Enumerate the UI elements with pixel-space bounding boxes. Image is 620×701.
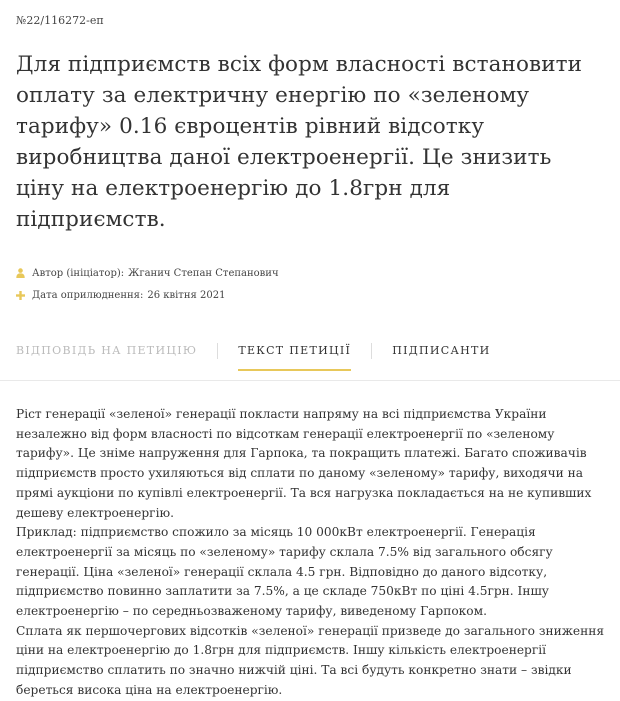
petition-paragraph: Сплата як першочергових відсотків «зеленої» генерації призведе до загального зниження ціни на електроенергію до 1.8грн для підприємств. Іншу кількість електроенергії підприємство сплатить по значно нижчій ціні. Та всі будуть конкретно знати – звідки береться висока ціна на електроенергію. <box>16 623 605 697</box>
tab-divider <box>217 343 218 359</box>
date-row <box>16 288 279 302</box>
tab-answer[interactable]: ВІДПОВІДЬ НА ПЕТИЦІЮ <box>16 344 198 357</box>
petition-title: Для підприємств всіх форм власності встановити оплату за електричну енергію по «зеленому тарифу» 0.16 євроцентів рівний відсотку виробництва даної електроенергії. Це знизить ціну на електроенергію до 1.8грн для підприємств. <box>16 52 583 232</box>
tab-divider <box>371 343 372 359</box>
date-label: Дата оприлюднення: <box>32 289 144 301</box>
petition-number: №22/116272-еп <box>16 14 104 27</box>
petition-tabs <box>16 344 491 371</box>
tab-petition-text[interactable]: ТЕКСТ ПЕТИЦІЇ <box>238 344 351 371</box>
author-value: Жганич Степан Степанович <box>128 267 279 279</box>
plus-icon <box>16 290 25 301</box>
petition-paragraph: Ріст генерації «зеленої» генерації покласти напряму на всі підприємства України незалежно від форм власності по відсоткам генерації електроенергії по «зеленому тарифу». Це зніме напруження для Гарпока, та покращить платежі. Багато споживачів підприємств просто ухиляються від сплати по даному «зеленому» тарифу, виходячи на прямі аукціони по купівлі електроенергії. Та вся нагрузка покладається на не купивших дешеву електроенергію. <box>16 407 592 520</box>
petition-body <box>16 405 611 701</box>
user-icon <box>16 268 25 279</box>
tab-signers[interactable]: ПІДПИСАНТИ <box>392 344 491 357</box>
date-value: 26 квітня 2021 <box>147 289 226 301</box>
author-label: Автор (ініціатор): <box>32 267 125 279</box>
divider <box>0 380 620 381</box>
petition-meta <box>16 266 279 310</box>
author-row <box>16 266 279 280</box>
petition-paragraph: Приклад: підприємство спожило за місяць 10 000кВт електроенергії. Генерація електроенергії за місяць по «зеленому» тарифу склала 7.5% від загального обсягу генерації. Ціна «зеленої» генерації склала 4.5 грн. Відповідно до даного відсотку, підприємство повинно заплатити за 7.5%, а це складе 750кВт по ціні 4.5грн. Іншу електроенергію – по середньозваженому тарифу, виведеному Гарпоком. <box>16 525 553 619</box>
